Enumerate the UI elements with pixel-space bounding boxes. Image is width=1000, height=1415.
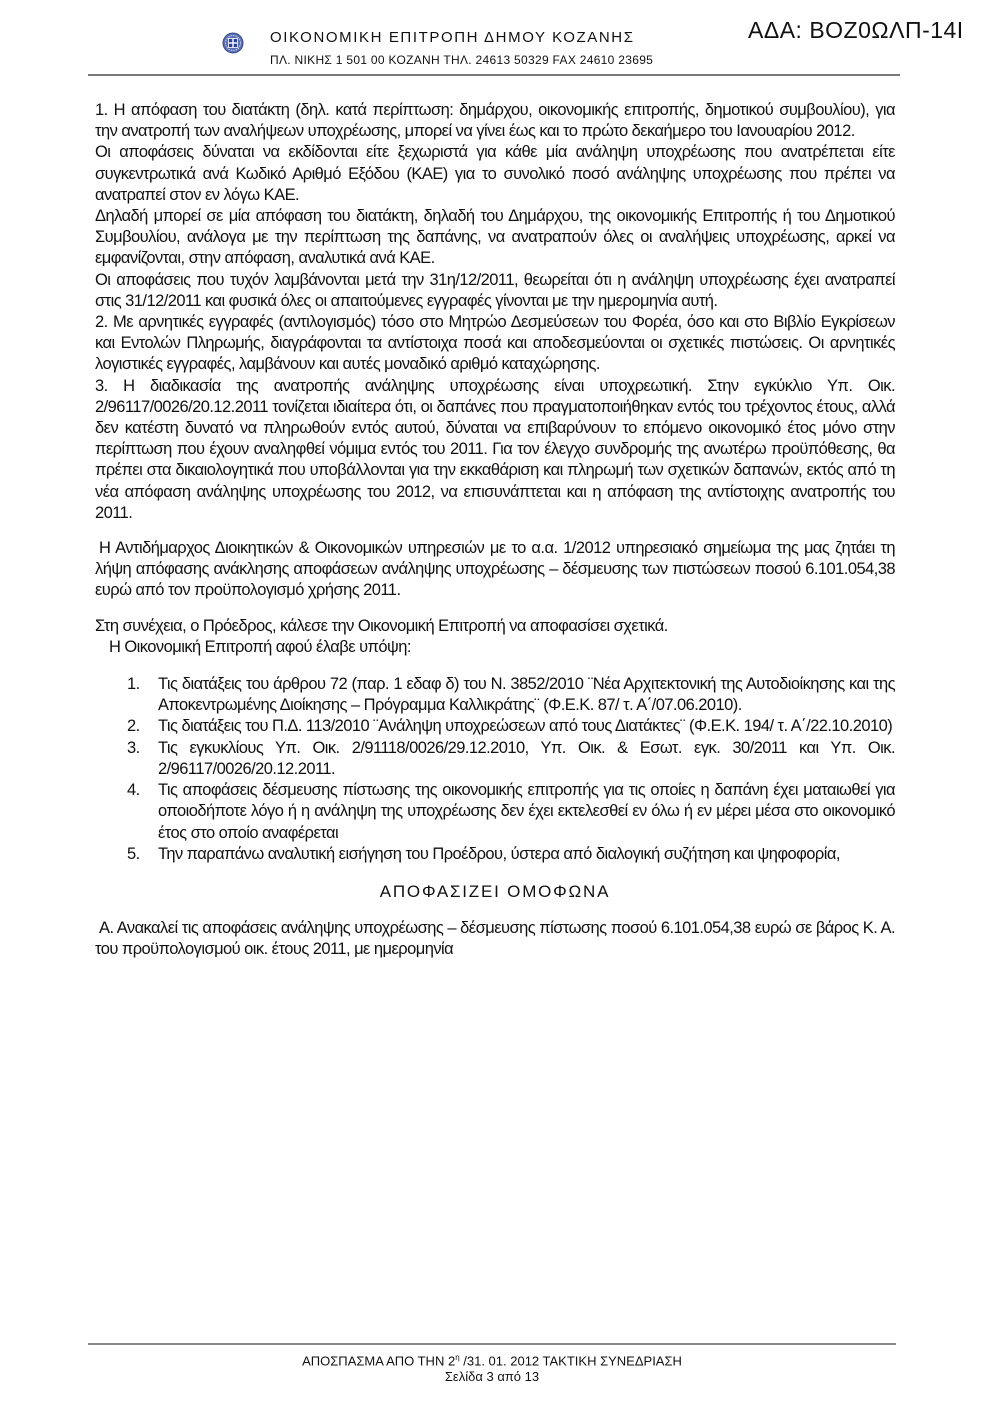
document-body [95, 100, 895, 961]
consideration-item: 4. Τις αποφάσεις δέσμευσης πίστωσης της οικονομικής επιτροπής για τις οποίες η δαπάνη έχει ματαιωθεί για οποιοδήποτε λόγο ή η ανάληψη της υποχρέωσης δεν έχει εκτελεσθεί εν όλω ή εν μέρει μέσα στο οικονομικό έτος στο οποίο αναφέρεται [127, 781, 895, 842]
paragraph-negative-entries: 2. Με αρνητικές εγγραφές (αντιλογισμός) τόσο στο Μητρώο Δεσμεύσεων του Φορέα, όσο και στο Βιβλίο Εγκρίσεων και Εντολών Πληρωμής, διαγράφονται τα αντίστοιχα ποσά και αποδεσμεύονται οι σχετικές πιστώσεις. Οι αρνητικές λογιστικές εγγραφές, λαμβάνουν και αυτές μοναδικό αριθμό καταχώρησης. [95, 313, 895, 374]
decision-heading: ΑΠΟΦΑΣΙΖΕΙ ΟΜΟΦΩΝΑ [379, 881, 611, 901]
decision-text: Α. Ανακαλεί τις αποφάσεις ανάληψης υποχρέωσης – δέσμευσης πίστωσης ποσού 6.101.054,38 ευρώ σε βάρος Κ. Α. του προϋπολογισμού οικ. έτους 2011, με ημερομηνία [95, 919, 895, 959]
paragraph-deputy-mayor: Η Αντιδήμαρχος Διοικητικών & Οικονομικών υπηρεσιών με το α.α. 1/2012 υπηρεσιακό σημείωμα της μας ζητάει τη λήψη απόφασης ανάκλησης αποφάσεων ανάληψης υποχρέωσης – δέσμευσης των πιστώσεων ποσού 6.101.054,38 ευρώ από τον προϋπολογισμό χρήσης 2011. [95, 539, 895, 600]
committee-intro: Η Οικονομική Επιτροπή αφού έλαβε υπόψη: [109, 637, 411, 656]
paragraph-reversal-decision: 1. Η απόφαση του διατάκτη (δηλ. κατά περίπτωση: δημάρχου, οικονομικής επιτροπής, δημοτικού συμβουλίου), για την ανατροπή των αναλήψεων υποχρέωσης, μπορεί να γίνει έως και το πρώτο δεκαήμερο του Ιανουαρίου 2012. [95, 101, 895, 141]
greek-coat-of-arms-icon [222, 32, 244, 54]
consideration-item: 5. Την παραπάνω αναλυτική εισήγηση του Προέδρου, ύστερα από διαλογική συζήτηση και ψηφοφορία, [127, 844, 840, 863]
consideration-item: 1. Τις διατάξεις του άρθρου 72 (παρ. 1 εδαφ δ) του Ν. 3852/2010 ¨Νέα Αρχιτεκτονική της Αυτοδιοίκησης και της Αποκεντρωμένης Διοίκησης – Πρόγραμμα Καλλικράτης¨ (Φ.Ε.Κ. 87/ τ. Α΄/07.06.2010). [127, 675, 895, 715]
footer-session-line: ΑΠΟΣΠΑΣΜΑ ΑΠΟ ΤΗΝ $2^\eta$ /31. 01. 2012 ΤΑΚΤΙΚΗ ΣΥΝΕΔΡΙΑΣΗ [302, 1353, 682, 1369]
paragraph-single-decision: Δηλαδή μπορεί σε μία απόφαση του διατάκτη, δηλαδή του Δημάρχου, της οικονομικής Επιτροπής ή του Δημοτικού Συμβουλίου, ανάλογα με την περίπτωση της δαπάνης, να ανατραπούν όλες οι αναλήψεις υποχρέωσης, αρκεί να εμφανίζονται, στην απόφαση, αναλυτικά ανά ΚΑΕ. [95, 207, 895, 268]
paragraph-decisions-issuance: Οι αποφάσεις δύναται να εκδίδονται είτε ξεχωριστά για κάθε μία ανάληψη υποχρέωσης που ανατρέπεται είτε συγκεντρωτικά ανά Κωδικό Αριθμό Εξόδου (ΚΑΕ) για το συνολικό ποσό ανάληψης υποχρέωσης που πρέπει να ανατραπεί στον εν λόγω ΚΑΕ. [95, 143, 895, 204]
consideration-item: 2. Τις διατάξεις του Π.Δ. 113/2010 ¨Ανάληψη υποχρεώσεων από τους Διατάκτες¨ (Φ.Ε.Κ. 194/ τ. Α΄/22.10.2010) [127, 717, 893, 736]
paragraph-after-date: Οι αποφάσεις που τυχόν λαμβάνονται μετά την 31η/12/2011, θεωρείται ότι η ανάληψη υποχρέωσης έχει ανατραπεί στις 31/12/2011 και φυσικά όλες οι απαιτούμενες εγγραφές γίνονται με την ημερομηνία αυτή. [95, 270, 895, 310]
considerations-list [95, 674, 895, 865]
footer-divider [88, 1343, 896, 1345]
consideration-item: 3. Τις εγκυκλίους Υπ. Οικ. 2/91118/0026/29.12.2010, Υπ. Οικ. & Εσωτ. εγκ. 30/2011 και Υπ. Οικ. 2/96117/0026/20.12.2011. [127, 738, 895, 778]
paragraph-mandatory-procedure: 3. Η διαδικασία της ανατροπής ανάληψης υποχρέωσης είναι υποχρεωτική. Στην εγκύκλιο Υπ. Οικ. 2/96117/0026/20.12.2011 τονίζεται ιδιαίτερα ότι, οι δαπάνες που πραγματοποιήθηκαν εντός του τρέχοντος έτους, αλλά δεν κατέστη δυνατό να πληρωθούν εντός αυτού, δύναται να επιβαρύνουν το επόμενο οικονομικό έτος μόνο στην περίπτωση που έχουν αναληφθεί νόμιμα εντός του 2011. Για τον έλεγχο συνδρομής της ανωτέρω προϋπόθεσης, θα πρέπει στα δικαιολογητικά που υποβάλλονται για την εκκαθάριση και πληρωμή των σχετικών δαπανών, εκτός από τη νέα απόφαση ανάληψης υποχρέωσης του 2012, να επισυνάπτεται και η απόφαση της αντίστοιχης ανατροπής του 2011. [95, 376, 895, 522]
header-divider [88, 74, 900, 76]
president-call: Στη συνέχεια, ο Πρόεδρος, κάλεσε την Οικονομική Επιτροπή να αποφασίσει σχετικά. [95, 616, 668, 635]
page-number: Σελίδα 3 από 13 [444, 1369, 540, 1385]
ada-code: ΑΔΑ: ΒΟΖ0ΩΛΠ-14Ι [748, 17, 964, 43]
header-address: ΠΛ. ΝΙΚΗΣ 1 501 00 ΚΟΖΑΝΗ ΤΗΛ. 24613 50329 FAX 24610 23695 [270, 53, 654, 67]
page-footer [88, 1350, 896, 1385]
header-title: ΟΙΚΟΝΟΜΙΚΗ ΕΠΙΤΡΟΠΗ ΔΗΜΟΥ ΚΟΖΑΝΗΣ [270, 29, 635, 46]
